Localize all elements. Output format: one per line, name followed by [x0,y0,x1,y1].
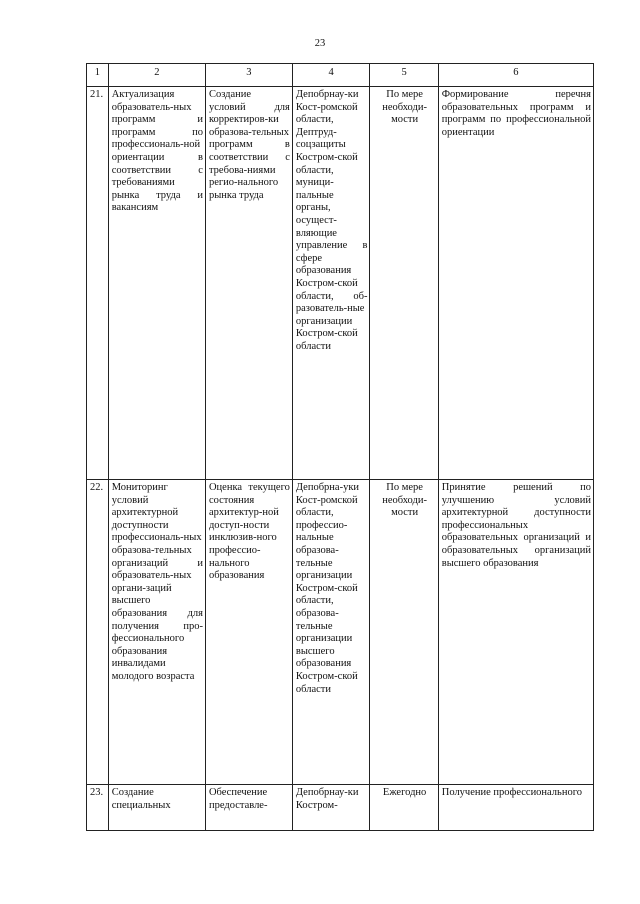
table-header-row [87,64,594,87]
purpose-cell: Оценка текущего состояния архитектур-ной доступ-ности инклюзив-ного профессио-нального образования [205,480,292,785]
result-cell: Получение профессионального [438,785,593,831]
table-row [87,785,594,831]
action-plan-table [86,63,594,831]
executors-cell: Депобрна-уки Кост-ромской области, профессио-нальные образова-тельные организации Костром-ской области, образова-тельные организации высшего образования Костром-ской области [292,480,370,785]
header-cell-5: 5 [370,64,438,87]
table-row [87,87,594,480]
event-cell: Актуализация образователь-ных программ и программ по профессиональ-ной ориентации в соответствии с требованиями рынка труда и вакансиям [108,87,205,480]
executors-cell: Депобрнау-ки Кост-ромской области, Дептруд-соцзащиты Костром-ской области, муници-пальные органы, осущест-вляющие управление в сфере образования Костром-ской области, об-разователь-ные организации Костром-ской области [292,87,370,480]
event-cell: Мониторинг условий архитектурной доступности профессиональ-ных образова-тельных организаций и образователь-ных органи-заций высшего образования для получения про-фессионального образования инвалидами молодого возраста [108,480,205,785]
row-number: 22. [87,480,109,785]
table-row [87,480,594,785]
result-cell: Принятие решений по улучшению условий архитектурной доступности профессиональных образовательных организаций и образовательных организаций высшего образования [438,480,593,785]
header-cell-6: 6 [438,64,593,87]
page-number: 23 [314,38,326,49]
header-cell-3: 3 [205,64,292,87]
purpose-cell: Обеспечение предоставле- [205,785,292,831]
header-cell-1: 1 [87,64,109,87]
row-number: 23. [87,785,109,831]
deadline-cell: Ежегодно [370,785,438,831]
row-number: 21. [87,87,109,480]
executors-cell: Депобрнау-ки Костром- [292,785,370,831]
header-cell-4: 4 [292,64,370,87]
purpose-cell: Создание условий для корректиров-ки образова-тельных программ в соответствии с требова-ниями регио-нального рынка труда [205,87,292,480]
deadline-cell: По мере необходи-мости [370,480,438,785]
result-cell: Формирование перечня образовательных программ и программ по профессиональной ориентации [438,87,593,480]
deadline-cell: По мере необходи-мости [370,87,438,480]
header-cell-2: 2 [108,64,205,87]
event-cell: Создание специальных [108,785,205,831]
